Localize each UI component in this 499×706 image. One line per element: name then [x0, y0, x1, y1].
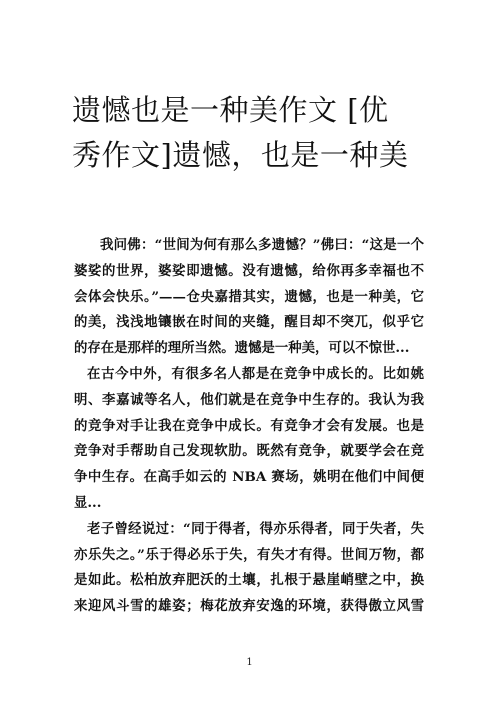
page-number: 1 — [246, 657, 253, 668]
paragraph-line: 婆娑的世界，婆娑即遗憾。没有遗憾，给你再多幸福也不 — [74, 262, 424, 279]
paragraph-line: 会体会快乐。”——仓央嘉措其实，遗憾，也是一种美，它 — [74, 288, 424, 305]
paragraph-line: 来迎风斗雪的雄姿；梅花放弃安逸的环境，获得傲立风雪 — [74, 598, 424, 615]
paragraph-line: 显... — [74, 494, 102, 511]
paragraph-line: 的存在是那样的理所当然。遗憾是一种美，可以不惊世... — [74, 340, 410, 357]
title-line: 秀作文]遗憾，也是一种美 — [72, 138, 409, 172]
paragraph-line: 争中生存。在高手如云的 NBA 赛场，姚明在他们中间便 — [74, 469, 424, 486]
paragraph-line: 老子曾经说过：“同于得者，得亦乐得者，同于失者，失 — [87, 520, 424, 537]
title-line: 遗憾也是一种美作文 [优 — [72, 93, 389, 127]
paragraph-line: 我问佛：“世间为何有那么多遗憾？”佛曰：“这是一个 — [100, 237, 424, 253]
paragraph-line: 在古今中外，有很多名人都是在竞争中成长的。比如姚 — [87, 365, 424, 382]
document-title — [72, 88, 432, 178]
document-body — [74, 233, 424, 620]
paragraph-line: 的竞争对手让我在竞争中成长。有竞争才会有发展。也是 — [74, 417, 424, 434]
paragraph-line: 明、李嘉诚等名人，他们就是在竞争中生存的。我认为我 — [74, 391, 424, 408]
paragraph-line: 竞争对手帮助自己发现软肋。既然有竞争，就要学会在竞 — [74, 443, 424, 460]
paragraph-line: 亦乐失之。”乐于得必乐于失，有失才有得。世间万物，都 — [74, 546, 424, 563]
paragraph-line: 是如此。松柏放弃肥沃的土壤，扎根于悬崖峭壁之中，换 — [74, 572, 424, 589]
paragraph-line: 的美，浅浅地镶嵌在时间的夹缝，醒目却不突兀，似乎它 — [74, 314, 424, 331]
